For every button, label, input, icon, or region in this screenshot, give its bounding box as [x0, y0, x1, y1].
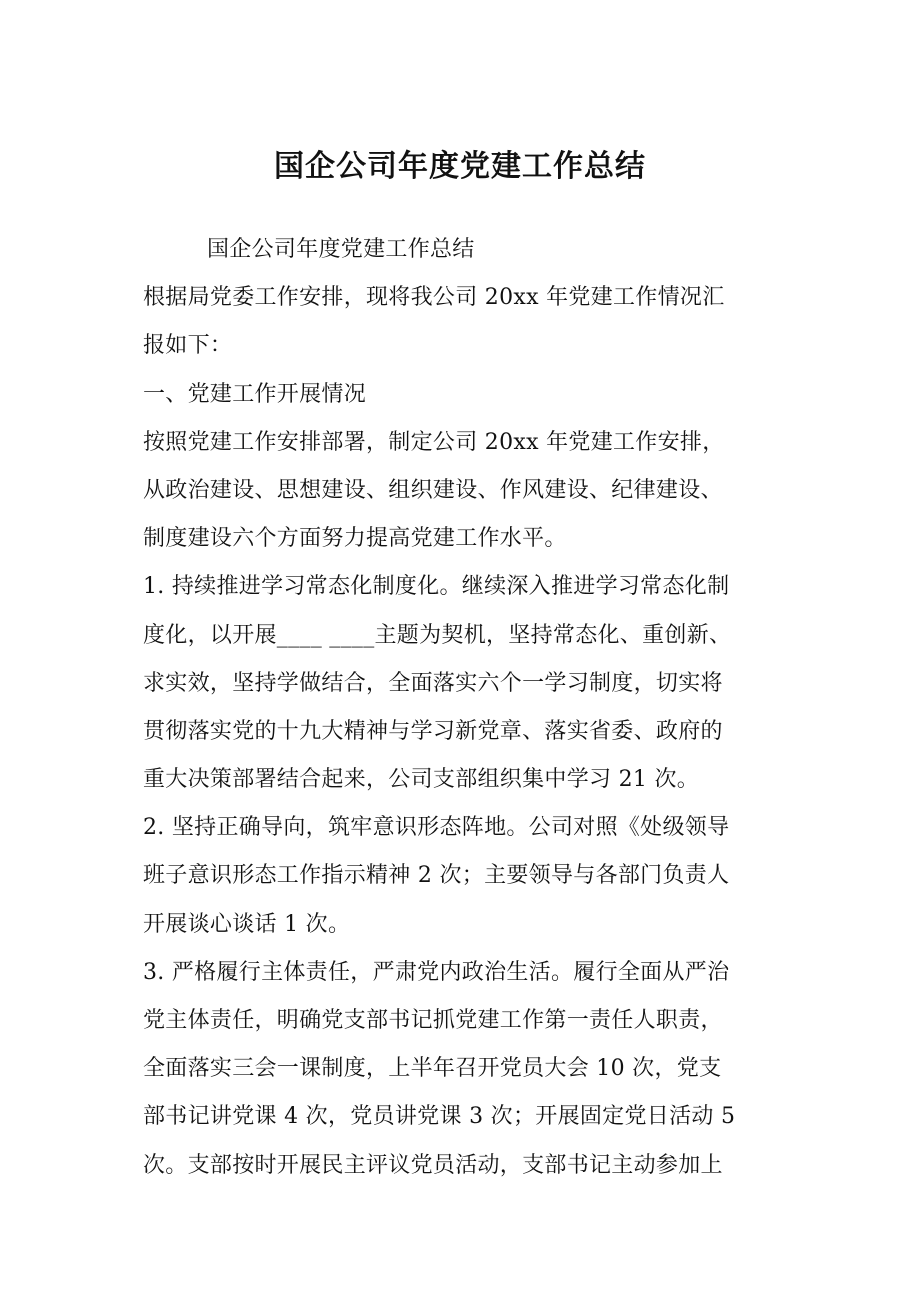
- body-line: 从政治建设、思想建设、组织建设、作风建设、纪律建设、: [143, 477, 723, 503]
- body-line: 开展谈心谈话 1 次。: [143, 911, 351, 937]
- section-heading: 一、党建工作开展情况: [143, 381, 367, 407]
- body-line: 班子意识形态工作指示精神 2 次；主要领导与各部门负责人: [143, 863, 730, 889]
- body-line: 党主体责任，明确党支部书记抓党建工作第一责任人职责，: [143, 1008, 723, 1033]
- document-body: [143, 226, 793, 1190]
- body-line: 1. 持续推进学习常态化制度化。继续深入推进学习常态化制: [143, 574, 730, 600]
- body-line: 部书记讲党课 4 次，党员讲党课 3 次；开展固定党日活动 5: [143, 1104, 736, 1130]
- body-line: 按照党建工作安排部署，制定公司 20xx 年党建工作安排，: [143, 429, 725, 455]
- body-line: 3. 严格履行主体责任，严肃党内政治生活。履行全面从严治: [143, 959, 730, 985]
- body-line: 制度建设六个方面努力提高党建工作水平。: [143, 526, 567, 552]
- body-subtitle-line: 国企公司年度党建工作总结: [207, 237, 475, 262]
- body-line: 根据局党委工作安排，现将我公司 20xx 年党建工作情况汇: [143, 285, 725, 311]
- body-line: 报如下：: [143, 333, 233, 359]
- document-title: 国企公司年度党建工作总结: [274, 149, 646, 184]
- body-line: 重大决策部署结合起来，公司支部组织集中学习 21 次。: [143, 767, 700, 793]
- body-line: 度化，以开展____ ____主题为契机，坚持常态化、重创新、: [143, 622, 732, 648]
- body-line: 2. 坚持正确导向，筑牢意识形态阵地。公司对照《处级领导: [143, 815, 730, 841]
- body-line: 贯彻落实党的十九大精神与学习新党章、落实省委、政府的: [143, 718, 723, 744]
- body-line: 求实效，坚持学做结合，全面落实六个一学习制度，切实将: [143, 670, 723, 696]
- body-line: 全面落实三会一课制度，上半年召开党员大会 10 次，党支: [143, 1056, 722, 1082]
- body-line: 次。支部按时开展民主评议党员活动，支部书记主动参加上: [143, 1152, 723, 1178]
